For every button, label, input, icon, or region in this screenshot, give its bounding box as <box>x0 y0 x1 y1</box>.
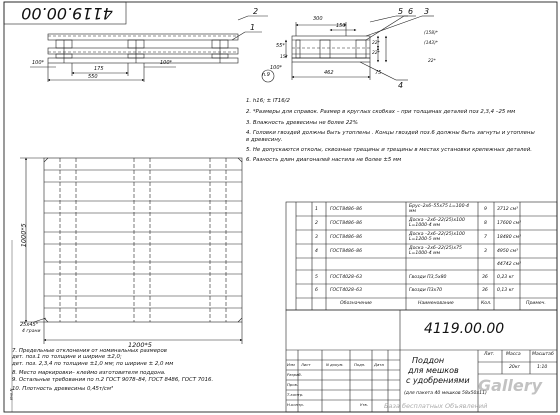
dim-side-left: 100* <box>270 65 283 71</box>
dim-side-end: 75 <box>375 70 382 76</box>
bom-row-1-mass: 3712 см³ <box>497 207 518 212</box>
bom-header-doc: Обозначение <box>340 301 372 306</box>
rotated-drawing-number: 4119.00.00 <box>21 4 113 23</box>
bom-row-2-qty: 8 <box>484 221 487 226</box>
dim-chamfer-note: 4 грани <box>22 329 41 334</box>
note-8: 8. Место маркировки– клеймо изготовителя поддона. <box>12 370 166 377</box>
callout-5: 5 <box>398 7 404 16</box>
bom-row-1-qty: 9 <box>484 207 487 212</box>
title-razrab: Разраб. <box>287 372 302 377</box>
note-7b: дет. поз. 2,3,4 по толщине ±1,0 мм; по ширине ± 2,0 мм <box>12 360 174 367</box>
title-line-3: с удобрениями <box>406 376 470 385</box>
bom-row-6-name: Гвозди П3х70 <box>409 288 443 293</box>
view-note: n.9 <box>262 72 270 78</box>
title-ndok: N докум. <box>326 362 344 367</box>
title-prov: Пров. <box>287 382 299 387</box>
bom-header-qty: Кол. <box>481 301 492 306</box>
bom-row-6-qty: 36 <box>482 288 488 293</box>
title-utv: Утв. <box>360 402 368 407</box>
notes-block <box>246 98 536 164</box>
title-mass-value: 20кг <box>509 365 521 370</box>
title-nkontr: Н.контр. <box>287 402 304 407</box>
note-7: 7. Предельные отклонения от номинальных размеров <box>12 348 167 354</box>
dim-chamfer: 25x45° <box>20 322 39 328</box>
note-7a: дет. поз.1 по толщине и ширине ±2,0; <box>12 354 122 361</box>
bom-row-5-mass: 0,23 кг <box>497 275 514 280</box>
title-list: Лист <box>301 362 311 367</box>
bom-row-2-pos: 2 <box>315 221 318 226</box>
callout-1: 1 <box>250 23 256 32</box>
bom-row-6-pos: 6 <box>315 288 318 293</box>
bom-row-4-doc: ГОСТ8486–86 <box>330 249 363 254</box>
bom-total-mass: 44742 см³ <box>497 262 521 267</box>
note-2: 2. *Размеры для справок. Размер в круглых скобках – при толщинах деталей поз 2,3,4 –25 мм <box>246 109 516 116</box>
note-1: 1. h16; ± IT16/2 <box>246 98 290 104</box>
bom-header-name: Наименование <box>418 301 454 306</box>
plan-view <box>44 158 242 322</box>
dim-front-left: 100* <box>32 60 45 66</box>
note-4: 4. Головки гвоздей должны быть утоплены . Концы гвоздей поз.6 должны быть загнуты и утоплены в древесину. <box>246 130 535 143</box>
title-podp: Подп. <box>354 362 366 367</box>
bom-row-6-doc: ГОСТ4028–63 <box>330 288 363 293</box>
dim-side-h4: 15* <box>280 55 288 60</box>
dim-front-width: 550 <box>88 74 98 80</box>
bom-row-2-name: Доска –2х6–22(25)х100 L=1000-4 мм <box>409 218 465 228</box>
dim-side-total2: (143)* <box>424 41 439 46</box>
side-view <box>292 36 370 62</box>
bom-row-3-name: Доска –2х6–22(25)х100 L=1200-5 мм <box>409 232 465 242</box>
dim-side-h2: 22* <box>372 41 380 46</box>
dim-side-h5: 22* <box>428 59 436 64</box>
bom-row-5-name: Гвозди П3,5х80 <box>409 275 447 280</box>
bom-row-6-mass: 0,13 кг <box>497 288 514 293</box>
note-10: 10. Плотность древесины 0,45т/см³ <box>12 386 114 393</box>
dim-plan-length: 1200*5 <box>128 341 152 349</box>
callout-6: 6 <box>408 7 414 16</box>
title-lit-label: Лит. <box>484 352 495 357</box>
bom-row-1-name: Брус–2х6–55х75 L=100-4 мм <box>409 204 470 214</box>
bom-row-3-qty: 7 <box>484 235 487 240</box>
dim-side-h1: 55* <box>276 43 285 49</box>
title-inv: Инв.N <box>8 388 14 401</box>
dim-front-gap: 175 <box>94 66 104 72</box>
watermark-logo: Gallery <box>478 376 543 395</box>
title-subtitle: (для пакета 40 мешков 58х50х11) <box>404 391 487 396</box>
callout-4: 4 <box>398 81 404 90</box>
bom-row-5-doc: ГОСТ4028–63 <box>330 275 363 280</box>
title-mass-label: Масса <box>506 352 521 357</box>
title-tkontr: Т.контр. <box>287 392 304 397</box>
note-3: 3. Влажность древесины не более 22% <box>246 119 358 126</box>
watermark-text: База бесплатных Объявлений <box>384 402 488 410</box>
dim-side-total: (158)* <box>424 31 439 36</box>
bom-row-4-name: Доска –2х6–22(25)х75 L=1000-4 мм <box>409 246 462 256</box>
title-line-1: Поддон <box>412 356 445 365</box>
bom-row-1-pos: 1 <box>315 207 318 212</box>
notes-lower-block <box>12 348 282 392</box>
title-izm: Изм <box>287 362 295 367</box>
bom-row-4-mass: 4950 см³ <box>497 249 518 254</box>
dim-side-width: 462 <box>324 70 334 76</box>
title-data: Дата <box>374 362 384 367</box>
note-5: 5. Не допускаются отколы, сквозные трещины и трещины в местах установки крепежных деталей. <box>246 147 532 154</box>
dim-side-mid: 150 <box>336 23 346 29</box>
title-scale-label: Масштаб <box>532 352 554 357</box>
bom-row-2-mass: 17600 см³ <box>497 221 521 226</box>
dim-plan-width: 1000*5 <box>19 223 28 248</box>
dim-side-h3: 22* <box>372 51 380 56</box>
bom-row-5-qty: 36 <box>482 275 488 280</box>
callout-3: 3 <box>424 7 430 16</box>
bom-row-3-mass: 18480 см³ <box>497 235 521 240</box>
bom-row-2-doc: ГОСТ8486–86 <box>330 221 363 226</box>
title-drawing-number: 4119.00.00 <box>424 321 505 337</box>
bom-row-3-pos: 3 <box>315 235 318 240</box>
dim-front-right: 100* <box>160 60 173 66</box>
bom-header-note: Примеч. <box>526 301 546 306</box>
bom-row-1-doc: ГОСТ8486–86 <box>330 207 363 212</box>
callout-2: 2 <box>253 7 259 16</box>
bom-row-4-qty: 3 <box>484 249 487 254</box>
bom-row-5-pos: 5 <box>315 275 318 280</box>
dim-side-top: 300 <box>313 16 323 22</box>
front-view <box>48 34 238 63</box>
title-scale-value: 1:10 <box>537 365 548 370</box>
note-6: 6. Разность длин диагоналей настила не более ±5 мм <box>246 157 402 164</box>
note-9: 9. Остальные требования по п.2 ГОСТ 9078–84, ГОСТ 8486, ГОСТ 7016. <box>12 376 214 383</box>
title-line-2: для мешков <box>408 366 459 375</box>
bom-row-3-doc: ГОСТ8486–86 <box>330 235 363 240</box>
bom-row-4-pos: 4 <box>315 249 318 254</box>
